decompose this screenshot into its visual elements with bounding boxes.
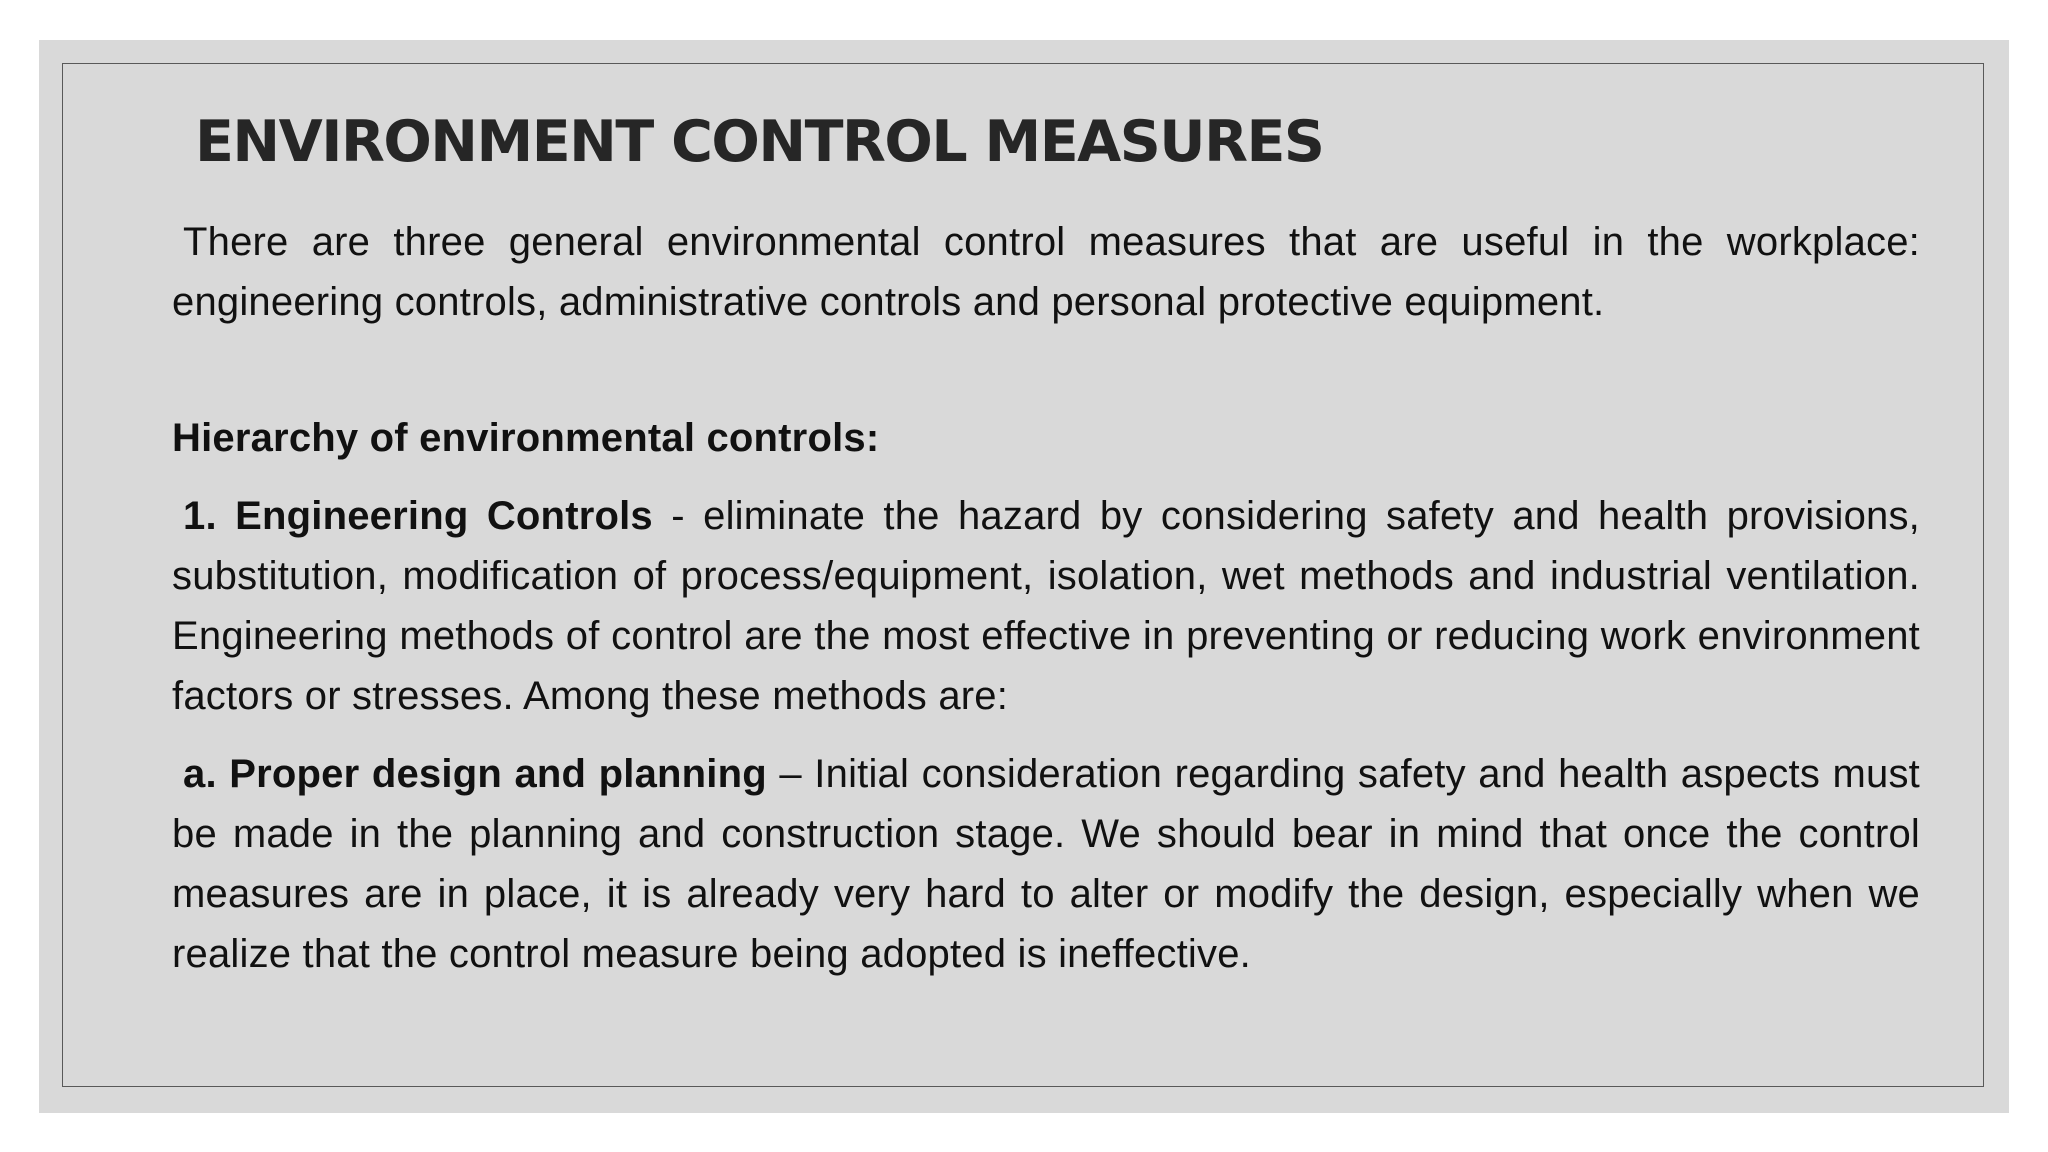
proper-design-paragraph	[172, 744, 1920, 984]
hierarchy-heading: Hierarchy of environmental controls:	[172, 416, 880, 460]
engineering-controls-text: - eliminate the hazard by considering safety and health provisions, substitution, modification of process/equipment, isolation, wet methods and industrial ventilation. Engineering methods of control are the most effective in preventing or reducing work environment factors or stresses. Among these methods are:	[172, 494, 1920, 718]
slide-title: ENVIRONMENT CONTROL MEASURES	[195, 109, 1324, 175]
intro-paragraph: There are three general environmental control measures that are useful in the workplace: engineering controls, administrative controls and personal protective equipment.	[172, 220, 1920, 324]
proper-design-label: a. Proper design and planning	[183, 752, 767, 796]
proper-design-text: – Initial consideration regarding safety and health aspects must be made in the planning and construction stage. We should bear in mind that once the control measures are in place, it is already very hard to alter or modify the design, especially when we realize that the control measure being adopted is ineffective.	[172, 752, 1920, 976]
engineering-controls-paragraph	[172, 486, 1920, 726]
engineering-controls-label: 1. Engineering Controls	[183, 494, 653, 538]
